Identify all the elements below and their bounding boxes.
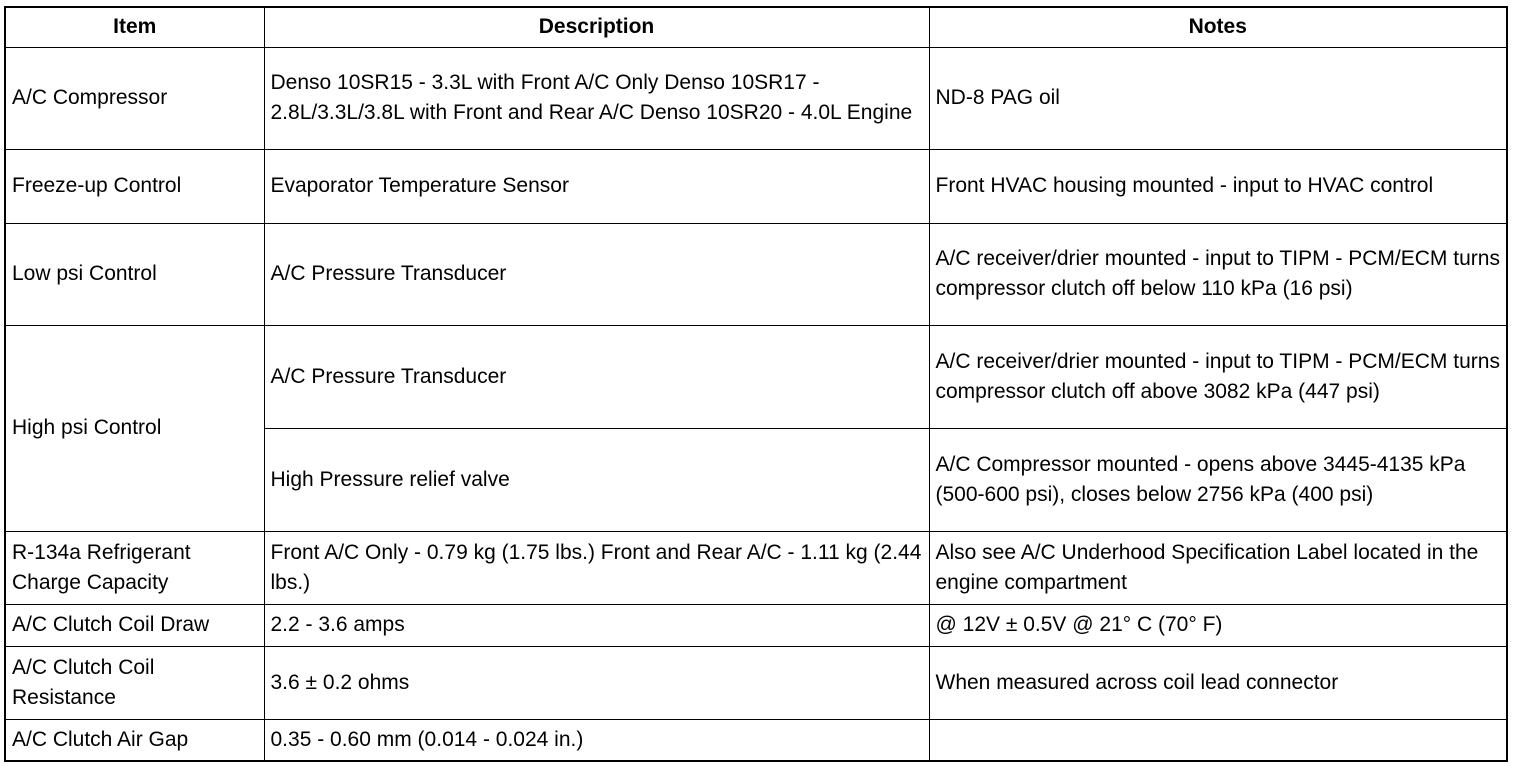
item-cell: A/C Clutch Coil Resistance bbox=[5, 646, 264, 719]
table-row bbox=[5, 604, 1507, 646]
notes-cell: Also see A/C Underhood Specification Label located in the engine compartment bbox=[929, 531, 1507, 604]
description-cell: A/C Pressure Transducer bbox=[264, 223, 929, 325]
item-cell: High psi Control bbox=[5, 325, 264, 531]
description-cell: A/C Pressure Transducer bbox=[264, 325, 929, 428]
description-cell: Evaporator Temperature Sensor bbox=[264, 149, 929, 223]
table-header-row bbox=[5, 7, 1507, 47]
item-cell: A/C Clutch Coil Draw bbox=[5, 604, 264, 646]
notes-cell bbox=[929, 719, 1507, 761]
header-item: Item bbox=[5, 7, 264, 47]
notes-cell: A/C Compressor mounted - opens above 3445-4135 kPa (500-600 psi), closes below 2756 kPa (400 psi) bbox=[929, 428, 1507, 531]
item-cell: A/C Clutch Air Gap bbox=[5, 719, 264, 761]
table-row bbox=[5, 531, 1507, 604]
item-cell: Low psi Control bbox=[5, 223, 264, 325]
specifications-table bbox=[4, 6, 1508, 762]
table-row bbox=[5, 646, 1507, 719]
table-row bbox=[5, 149, 1507, 223]
notes-cell: @ 12V ± 0.5V @ 21° C (70° F) bbox=[929, 604, 1507, 646]
notes-cell: Front HVAC housing mounted - input to HVAC control bbox=[929, 149, 1507, 223]
notes-cell: ND-8 PAG oil bbox=[929, 47, 1507, 149]
header-notes: Notes bbox=[929, 7, 1507, 47]
notes-cell: When measured across coil lead connector bbox=[929, 646, 1507, 719]
description-cell: 3.6 ± 0.2 ohms bbox=[264, 646, 929, 719]
item-cell: A/C Compressor bbox=[5, 47, 264, 149]
table-row bbox=[5, 325, 1507, 428]
item-cell: R-134a Refrigerant Charge Capacity bbox=[5, 531, 264, 604]
table-row bbox=[5, 223, 1507, 325]
description-cell: 2.2 - 3.6 amps bbox=[264, 604, 929, 646]
table-row bbox=[5, 47, 1507, 149]
header-description: Description bbox=[264, 7, 929, 47]
description-cell: Front A/C Only - 0.79 kg (1.75 lbs.) Front and Rear A/C - 1.11 kg (2.44 lbs.) bbox=[264, 531, 929, 604]
notes-cell: A/C receiver/drier mounted - input to TIPM - PCM/ECM turns compressor clutch off above 3082 kPa (447 psi) bbox=[929, 325, 1507, 428]
item-cell: Freeze-up Control bbox=[5, 149, 264, 223]
notes-cell: A/C receiver/drier mounted - input to TIPM - PCM/ECM turns compressor clutch off below 110 kPa (16 psi) bbox=[929, 223, 1507, 325]
table-row bbox=[5, 719, 1507, 761]
description-cell: High Pressure relief valve bbox=[264, 428, 929, 531]
description-cell: Denso 10SR15 - 3.3L with Front A/C Only Denso 10SR17 - 2.8L/3.3L/3.8L with Front and Rear A/C Denso 10SR20 - 4.0L Engine bbox=[264, 47, 929, 149]
description-cell: 0.35 - 0.60 mm (0.014 - 0.024 in.) bbox=[264, 719, 929, 761]
